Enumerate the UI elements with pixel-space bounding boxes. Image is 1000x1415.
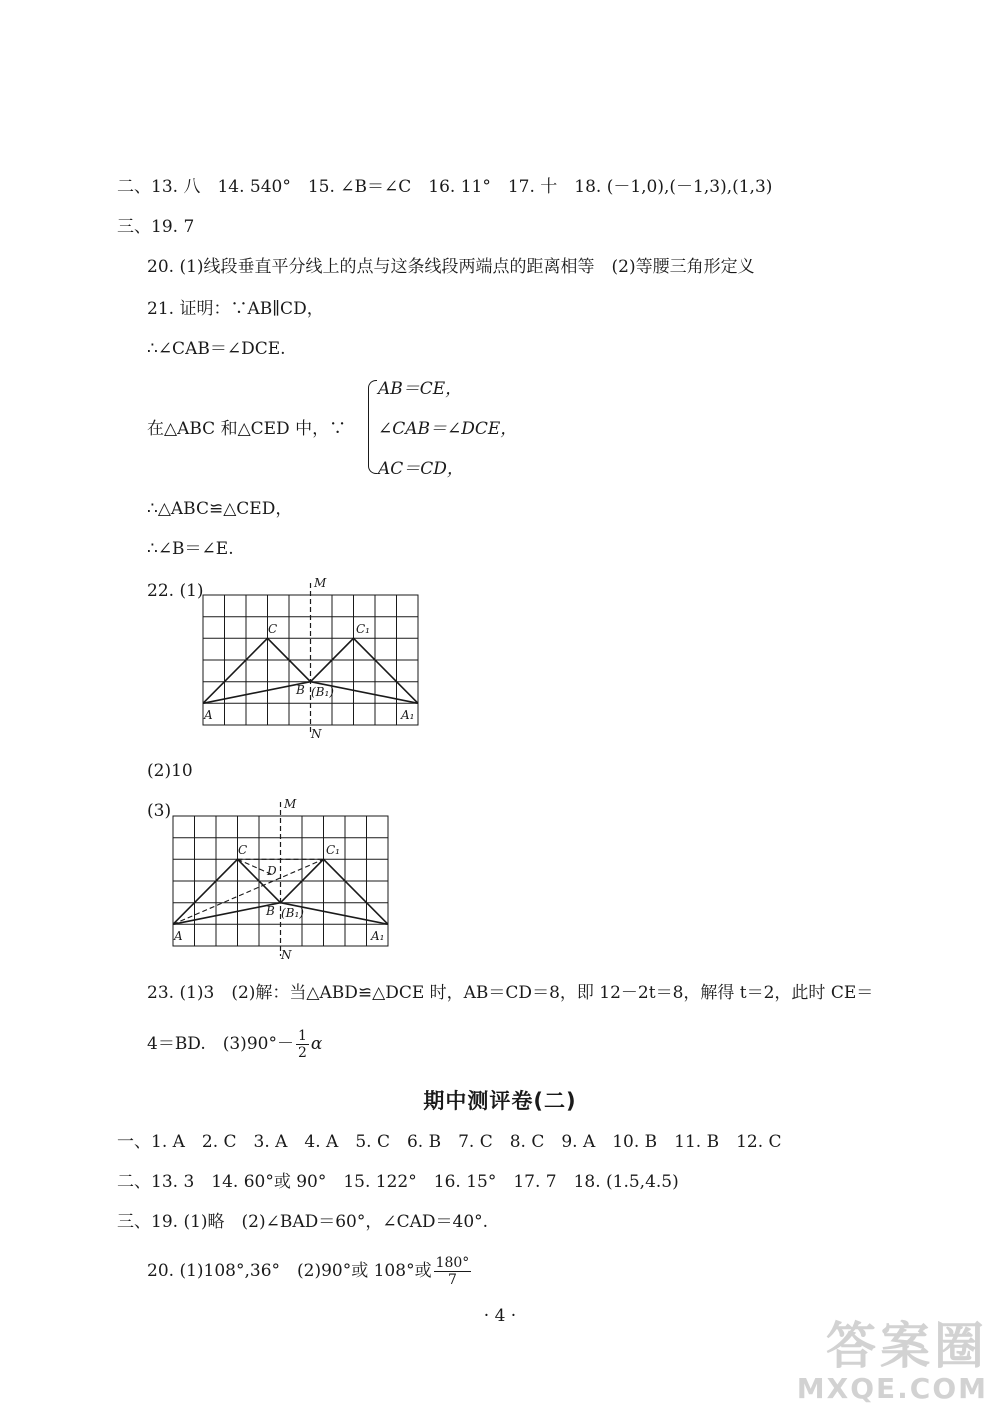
fraction-numerator: 1 xyxy=(297,1028,307,1044)
fraction-180-over-7 xyxy=(434,1255,472,1288)
proof-condition-3: AC＝CD， xyxy=(378,459,464,479)
label-C1: C₁ xyxy=(356,622,370,636)
proof-condition-1: AB＝CE， xyxy=(378,379,463,399)
answer-line-19: 三、19. 7 xyxy=(117,217,195,237)
label-B: B xyxy=(266,904,275,918)
proof-line-3-prefix: 在△ABC 和△CED 中，∵ xyxy=(147,419,347,439)
watermark-logo xyxy=(797,1319,988,1405)
grid-figure-1 xyxy=(195,575,435,745)
proof-line-5: ∴∠B＝∠E. xyxy=(147,539,234,559)
answer-line-20-b xyxy=(147,1251,473,1291)
label-C1: C₁ xyxy=(326,843,340,857)
answer-23-line2-prefix: 4＝BD. (3)90°－ xyxy=(147,1034,294,1054)
watermark-line2: MXQE.COM xyxy=(796,1372,988,1405)
fraction-denominator: 2 xyxy=(297,1045,307,1061)
label-A: A xyxy=(204,708,213,722)
grid-figure-2 xyxy=(165,796,405,966)
label-M: M xyxy=(314,576,327,590)
label-A1: A₁ xyxy=(401,708,415,722)
proof-line-1: 21. 证明：∵AB∥CD， xyxy=(147,299,324,319)
answer-line-19-b: 三、19. (1)略 (2)∠BAD＝60°，∠CAD＝40°. xyxy=(117,1212,489,1232)
answer-22-part1: 22. (1) xyxy=(147,581,204,601)
answer-line-20: 20. (1)线段垂直平分线上的点与这条线段两端点的距离相等 (2)等腰三角形定义 xyxy=(147,257,755,277)
label-M: M xyxy=(284,797,297,811)
answer-line-13-18: 二、13. 八 14. 540° 15. ∠B＝∠C 16. 11° 17. 十 18. (－1,0),(－1,3),(1,3) xyxy=(117,177,773,197)
alpha-symbol: α xyxy=(310,1034,323,1054)
label-N: N xyxy=(281,948,292,962)
answer-line-1-12: 一、1. A 2. C 3. A 4. A 5. C 6. B 7. C 8. C 9. A 10. B 11. B 12. C xyxy=(117,1132,782,1152)
label-B1: (B₁) xyxy=(311,685,334,699)
answer-23-line1: 23. (1)3 (2)解：当△ABD≌△DCE 时，AB＝CD＝8，即 12－2t＝8，解得 t＝2，此时 CE＝ xyxy=(147,983,874,1003)
system-brace xyxy=(368,380,377,474)
label-A1: A₁ xyxy=(371,929,385,943)
label-D: D xyxy=(267,864,277,878)
answer-22-part3: (3) xyxy=(147,801,172,821)
section-title: 期中测评卷(二) xyxy=(423,1089,577,1113)
label-N: N xyxy=(311,727,322,741)
fraction-denominator: 7 xyxy=(447,1272,457,1288)
answer-23-line2 xyxy=(147,1024,322,1064)
label-A: A xyxy=(174,929,183,943)
watermark-line1: 答案圈 xyxy=(826,1317,988,1375)
proof-condition-2: ∠CAB＝∠DCE， xyxy=(378,419,518,439)
fraction-numerator: 180° xyxy=(435,1255,470,1271)
label-B: B xyxy=(296,683,305,697)
proof-line-2: ∴∠CAB＝∠DCE. xyxy=(147,339,286,359)
answer-line-20-b-prefix: 20. (1)108°,36° (2)90°或 108°或 xyxy=(147,1261,432,1281)
answer-22-part2: (2)10 xyxy=(147,761,193,781)
label-C: C xyxy=(268,622,278,636)
fraction-one-half xyxy=(296,1028,309,1061)
label-B1: (B₁) xyxy=(281,906,304,920)
proof-line-4: ∴△ABC≌△CED， xyxy=(147,499,293,519)
label-C: C xyxy=(238,843,248,857)
answer-line-13-18-b: 二、13. 3 14. 60°或 90° 15. 122° 16. 15° 17. 7 18. (1.5,4.5) xyxy=(117,1172,679,1192)
page-number: · 4 · xyxy=(483,1306,517,1326)
